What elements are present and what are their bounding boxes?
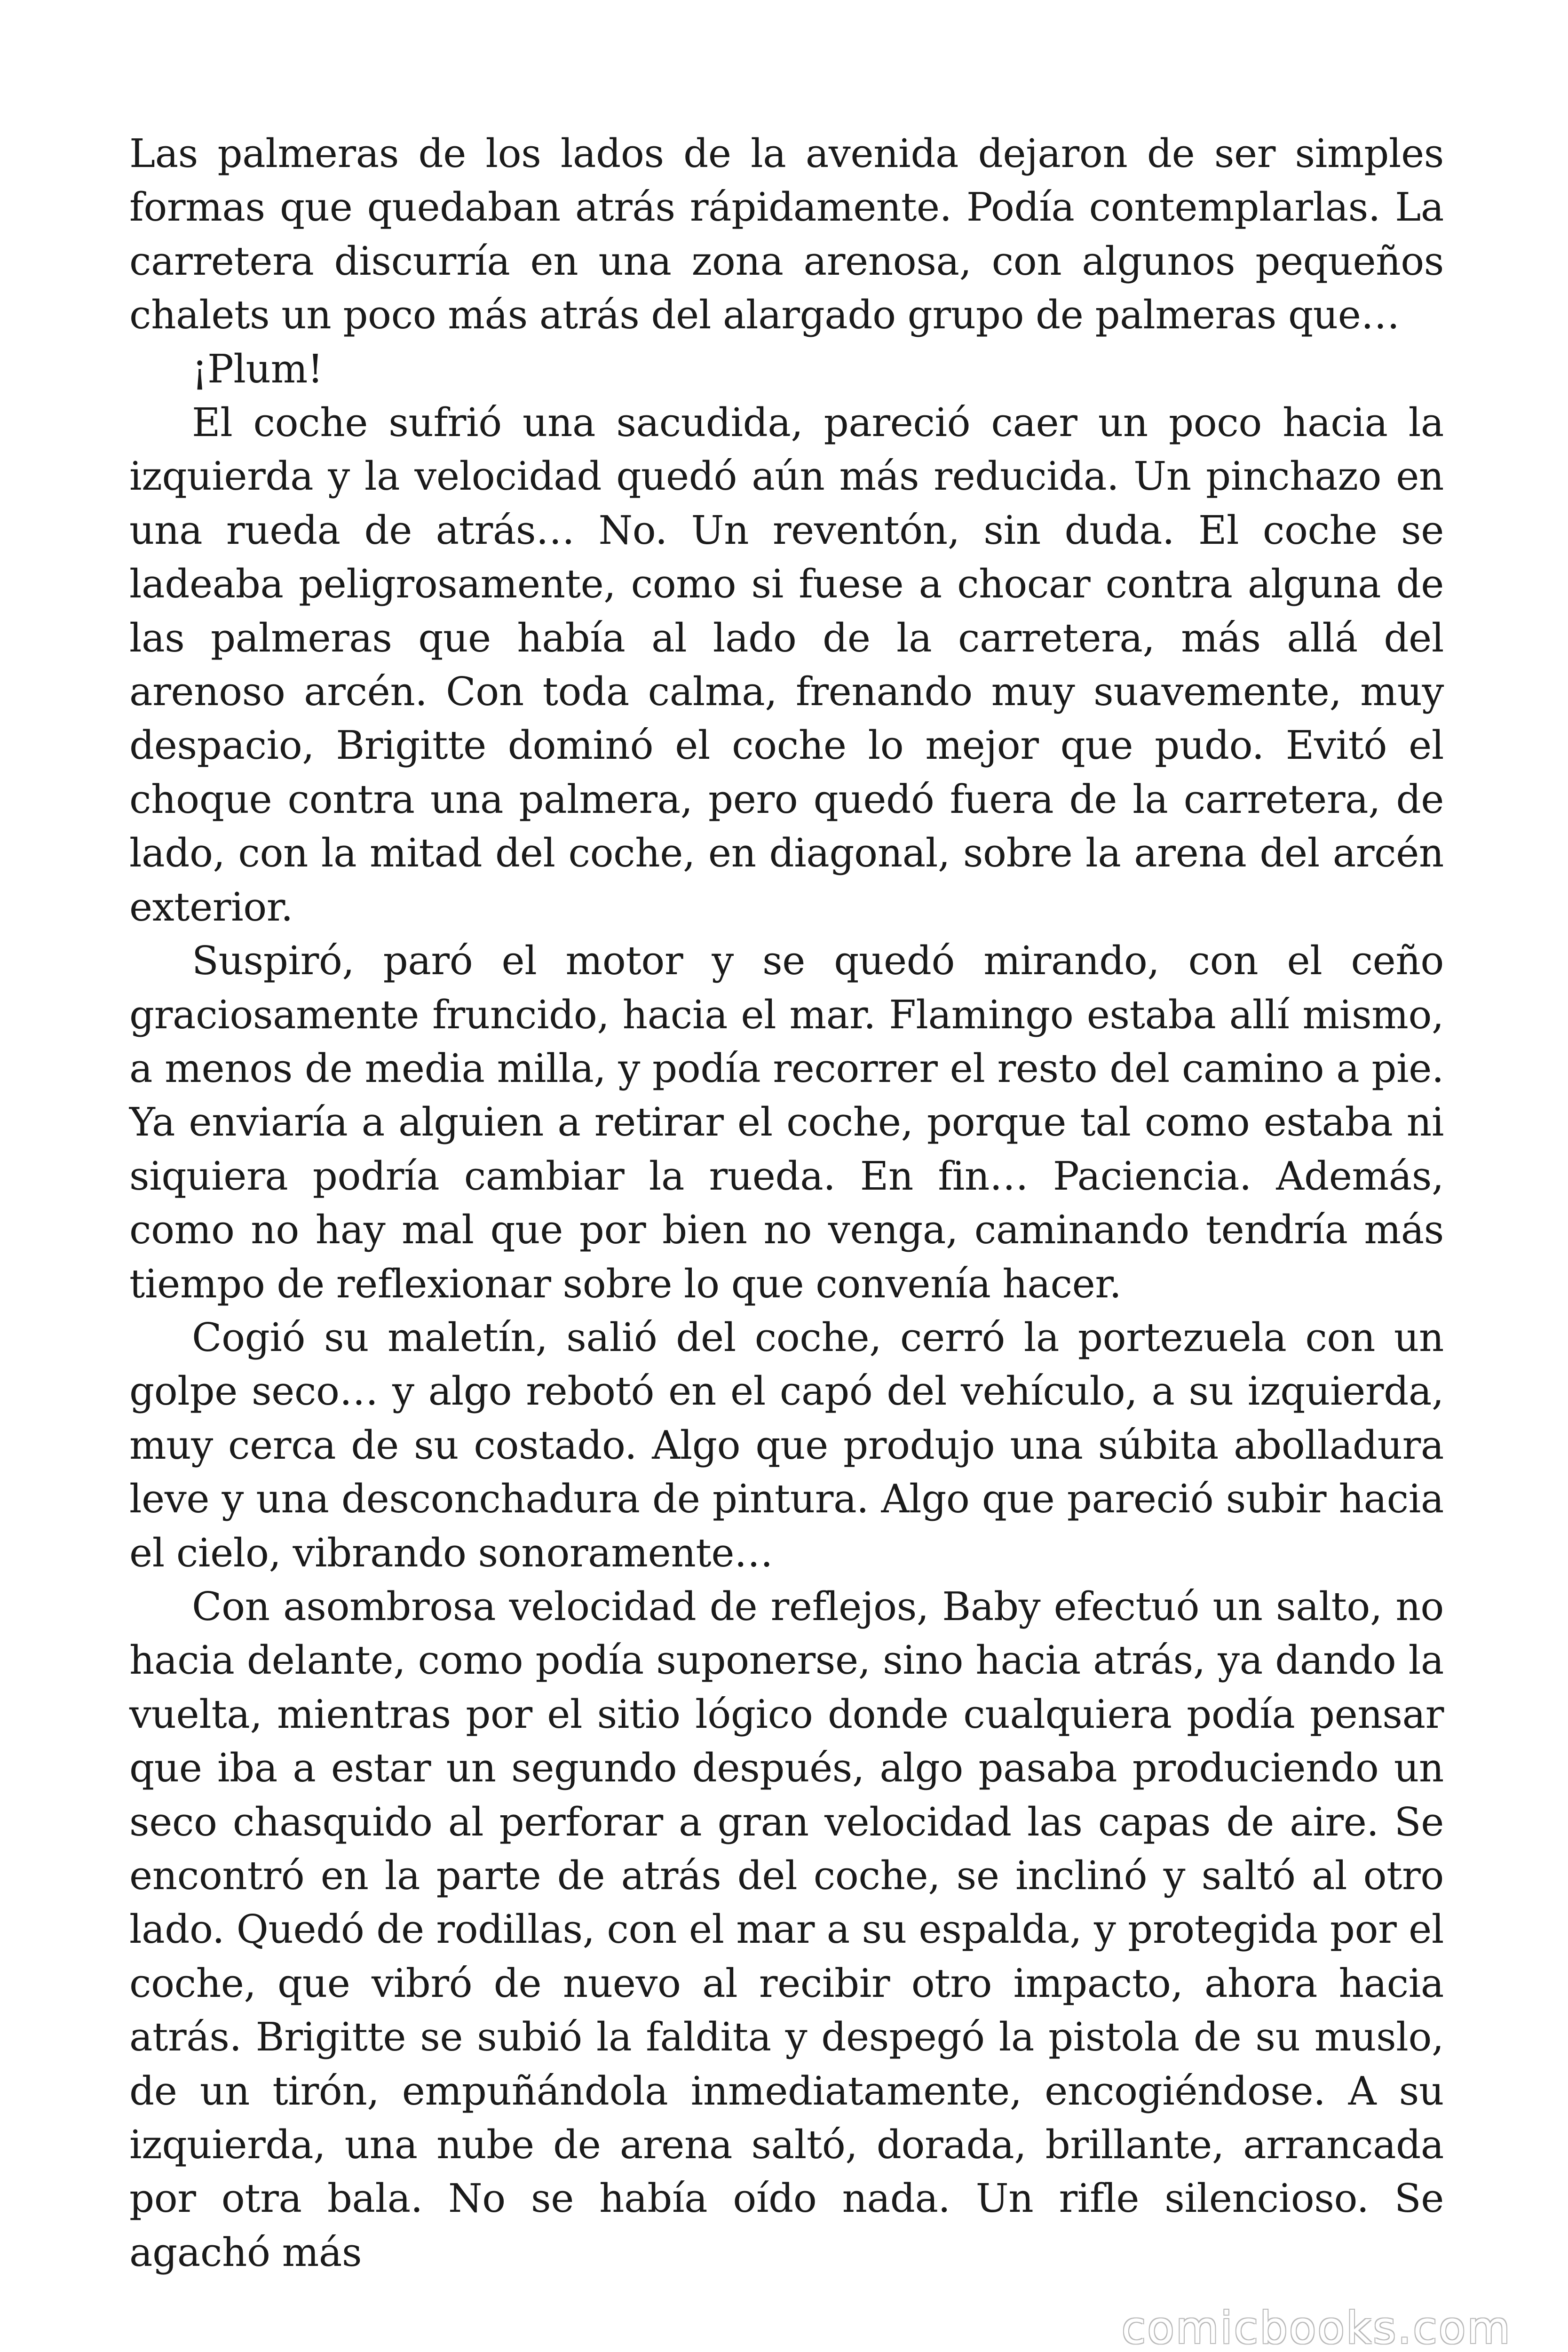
page-body: [129, 127, 1444, 2280]
watermark: comicbooks.com: [1121, 2303, 1512, 2352]
paragraph-2: ¡Plum!: [192, 346, 323, 392]
paragraph-4: Suspiró, paró el motor y se quedó mirando, con el ceño graciosamente fruncido, hacia el mar. Flamingo estaba allí mismo, a menos de media milla, y podía recorrer el resto del camino a pie. Ya enviaría a alguien a retirar el coche, porque tal como estaba ni siquiera podría cambiar la rueda. En fin… Paciencia. Además, como no hay mal que por bien no venga, caminando tendría más tiempo de reflexionar sobre lo que convenía hacer.: [129, 938, 1444, 1307]
paragraph-3: El coche sufrió una sacudida, pareció caer un poco hacia la izquierda y la velocidad quedó aún más reducida. Un pinchazo en una rueda de atrás… No. Un reventón, sin duda. El coche se ladeaba peligrosamente, como si fuese a chocar contra alguna de las palmeras que había al lado de la carretera, más allá del arenoso arcén. Con toda calma, frenando muy suavemente, muy despacio, Brigitte dominó el coche lo mejor que pudo. Evitó el choque contra una palmera, pero quedó fuera de la carretera, de lado, con la mitad del coche, en diagonal, sobre la arena del arcén exterior.: [129, 400, 1444, 930]
paragraph-1: Las palmeras de los lados de la avenida dejaron de ser simples formas que quedaban atrás rápidamente. Podía contemplarlas. La carretera discurría en una zona arenosa, con algunos pequeños chalets un poco más atrás del alargado grupo de palmeras que…: [129, 131, 1444, 338]
paragraph-5: Cogió su maletín, salió del coche, cerró la portezuela con un golpe seco… y algo rebotó en el capó del vehículo, a su izquierda, muy cerca de su costado. Algo que produjo una súbita abolladura leve y una desconchadura de pintura. Algo que pareció subir hacia el cielo, vibrando sonoramente…: [129, 1314, 1444, 1576]
paragraph-6: Con asombrosa velocidad de reflejos, Baby efectuó un salto, no hacia delante, como podía suponerse, sino hacia atrás, ya dando la vuelta, mientras por el sitio lógico donde cualquiera podía pensar que iba a estar un segundo después, algo pasaba produciendo un seco chasquido al perforar a gran velocidad las capas de aire. Se encontró en la parte de atrás del coche, se inclinó y saltó al otro lado. Quedó de rodillas, con el mar a su espalda, y protegida por el coche, que vibró de nuevo al recibir otro impacto, ahora hacia atrás. Brigitte se subió la faldita y despegó la pistola de su muslo, de un tirón, empuñándola inmediatamente, encogiéndose. A su izquierda, una nube de arena saltó, dorada, brillante, arrancada por otra bala. No se había oído nada. Un rifle silencioso. Se agachó más: [129, 1583, 1444, 2275]
